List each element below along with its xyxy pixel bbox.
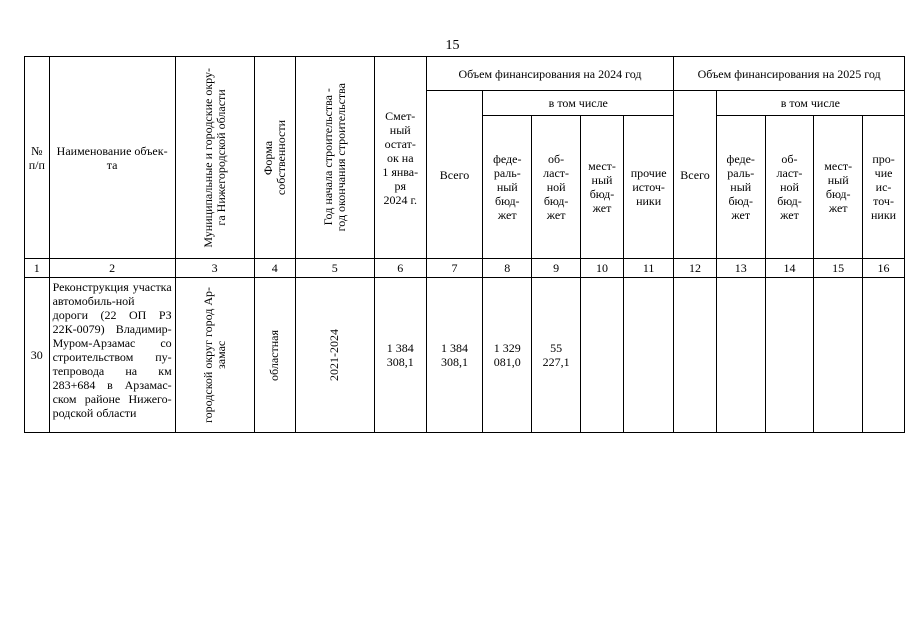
row-name: Реконструкция участка автомобиль-ной дороги (22 ОП РЗ 22К-0079) Владимир-Муром-Арзамас со строительством пу-тепровода на км 283+684 в Арзамас-ском районе Нижего-родской области [49,278,175,433]
header-remainder: Смет- ный остат- ок на 1 янва- ря 2024 г. [374,57,426,259]
row-ownership: областная [254,278,295,433]
column-number: 14 [765,259,814,278]
header-local-2025: мест- ный бюд- жет [814,116,863,259]
column-number: 1 [25,259,50,278]
row-total-2025 [674,278,717,433]
header-federal-2024: феде- раль- ный бюд- жет [483,116,532,259]
header-local-2024: мест- ный бюд- жет [580,116,623,259]
header-federal-2025: феде- раль- ный бюд- жет [716,116,765,259]
row-remainder: 1 384 308,1 [374,278,426,433]
row-municipal: городской округ город Ар- замас [175,278,254,433]
column-number: 15 [814,259,863,278]
header-municipal: Муниципальные и городские окру- га Нижегородской области [175,57,254,259]
header-other-2025: про- чие ис- точ- ники [863,116,905,259]
column-number: 12 [674,259,717,278]
financing-table [24,56,905,433]
table-row [25,278,905,433]
header-ownership: Форма собственности [254,57,295,259]
column-number: 9 [532,259,581,278]
header-including-2024: в том числе [483,91,674,116]
row-local-2024 [580,278,623,433]
row-years: 2021-2024 [295,278,374,433]
header-num: № п/п [25,57,50,259]
page-number: 15 [445,38,460,53]
header-fin-2025: Объем финансирования на 2025 год [674,57,905,91]
header-total-2024: Всего [426,91,483,259]
row-federal-2024: 1 329 081,0 [483,278,532,433]
column-number: 4 [254,259,295,278]
row-total-2024: 1 384 308,1 [426,278,483,433]
header-total-2025: Всего [674,91,717,259]
row-other-2024 [624,278,674,433]
column-number: 5 [295,259,374,278]
column-number: 16 [863,259,905,278]
row-regional-2025 [765,278,814,433]
column-number: 10 [580,259,623,278]
row-other-2025 [863,278,905,433]
column-number: 2 [49,259,175,278]
header-fin-2024: Объем финансирования на 2024 год [426,57,674,91]
row-local-2025 [814,278,863,433]
column-number: 6 [374,259,426,278]
column-number: 7 [426,259,483,278]
header-years: Год начала строительства - год окончания строительства [295,57,374,259]
header-other-2024: прочие источ- ники [624,116,674,259]
header-regional-2025: об- ласт- ной бюд- жет [765,116,814,259]
column-numbers-row [25,259,905,278]
row-federal-2025 [716,278,765,433]
row-regional-2024: 55 227,1 [532,278,581,433]
column-number: 11 [624,259,674,278]
header-regional-2024: об- ласт- ной бюд- жет [532,116,581,259]
row-num: 30 [25,278,50,433]
column-number: 8 [483,259,532,278]
column-number: 3 [175,259,254,278]
header-including-2025: в том числе [716,91,904,116]
header-name: Наименование объек- та [49,57,175,259]
column-number: 13 [716,259,765,278]
